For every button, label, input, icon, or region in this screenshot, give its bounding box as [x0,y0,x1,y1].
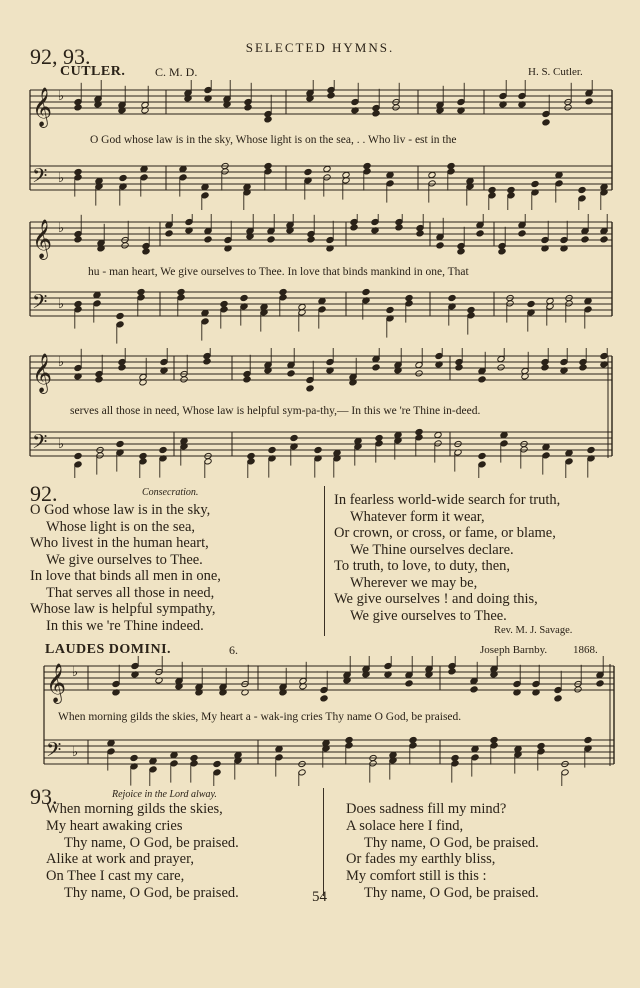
tune-year: 1868. [573,644,598,656]
note-head [596,680,604,687]
note-head [584,736,592,743]
hymn-92-number: 92. [30,481,58,506]
verse-line: On Thee I cast my care, [46,868,185,885]
note-head [478,452,486,459]
column-divider [324,486,325,636]
note-head [448,294,456,301]
column-divider [323,788,324,896]
note-head [600,236,608,243]
tune-composer: Joseph Barnby. [480,644,548,656]
verse-line: My heart awaking cries [46,817,183,834]
verse-line: We give ourselves to Thee. [46,551,203,568]
tune-name-cutler: CUTLER. [60,64,126,79]
note-head [428,171,436,178]
lyric-line-3: serves all those in need, Whose law is helpful sym-pa-thy,— In this we 're Thine in-deed. [70,405,481,417]
note-head [574,686,582,693]
note-head [244,104,252,111]
treble-staff [44,666,614,690]
note-group [107,736,592,786]
note-head [579,364,587,371]
note-head [500,431,508,438]
note-head [304,168,312,175]
note-head [471,745,479,752]
note-head [436,242,444,249]
note-group [74,214,608,255]
note-head [327,92,335,99]
note-head [203,358,211,365]
note-head [290,434,298,441]
note-group [74,428,595,478]
note-head [130,754,138,761]
bass-clef-icon: 𝄢 [46,738,62,766]
note-group [112,656,604,702]
tune-composer: H. S. Cutler. [528,66,583,78]
note-group [74,80,593,126]
note-head [581,236,589,243]
note-head [434,431,442,438]
note-head [554,695,562,702]
hymn-92-author: Rev. M. J. Savage. [494,625,573,636]
note-head [320,695,328,702]
note-head [448,668,456,675]
verse-line: Thy name, O God, be praised. [64,834,239,851]
verse-line: My comfort still is this : [346,868,487,885]
note-head [149,757,157,764]
note-head [180,376,188,383]
flat-icon: ♭ [58,296,65,311]
flat-icon: ♭ [72,664,79,679]
verse-line: We give ourselves ! and doing this, [334,591,538,607]
note-head [116,312,124,319]
note-head [497,364,505,371]
note-head [362,288,370,295]
note-head [372,364,380,371]
note-head [170,751,178,758]
tune-meter: C. M. D. [155,65,198,79]
treble-clef-icon: 𝄞 [32,219,53,259]
flat-icon: ♭ [58,436,65,451]
lyric-line-1: O God whose law is in the sky, Whose light is on the sea, . . Who liv - est in the [90,134,457,146]
note-head [470,686,478,693]
note-head [395,224,403,231]
note-head [275,745,283,752]
note-head [476,230,484,237]
note-head [307,236,315,243]
music-system-2 [0,214,640,344]
verse-line: O God whose law is in the sky, [30,502,211,518]
tune-meter: 6. [229,643,238,657]
note-head [564,104,572,111]
note-head [542,443,550,450]
note-group [74,162,608,210]
verse-line: Who livest in the human heart, [30,535,209,551]
note-head [201,309,209,316]
note-head [93,291,101,298]
note-head [204,236,212,243]
note-head [140,165,148,172]
hymn-92-right-stanza [334,492,560,624]
hymn-numbers: 92, 93. [30,44,91,69]
note-head [314,446,322,453]
note-head [118,364,126,371]
note-head [95,376,103,383]
note-head [179,165,187,172]
note-head [119,174,127,181]
note-head [542,119,550,126]
verse-line: Or fades my earthly bliss, [346,851,496,868]
verse-line: Alike at work and prayer, [46,851,194,868]
note-head [372,110,380,117]
treble-clef-icon: 𝄞 [32,87,53,127]
note-head [240,294,248,301]
note-head [455,364,463,371]
note-head [584,297,592,304]
note-head [531,180,539,187]
note-head [386,171,394,178]
flat-icon: ♭ [58,88,65,103]
verse-line: When morning gilds the skies, [46,801,223,817]
note-head [74,104,82,111]
note-head [318,297,326,304]
verse-line: Whose light is on the sea, [46,518,196,535]
hymn-93-right-stanza [346,801,539,902]
lyric-line-2: hu - man heart, We give ourselves to Thee. In love that binds mankind in one, That [88,266,469,278]
note-head [416,230,424,237]
verse-line: Thy name, O God, be praised. [64,884,239,901]
note-head [159,446,167,453]
verse-line: Whose law is helpful sympathy, [30,601,216,617]
note-head [585,98,593,105]
flat-icon: ♭ [58,354,65,369]
note-head [74,452,82,459]
bass-clef-icon: 𝄢 [32,164,48,192]
note-head [405,680,413,687]
flat-icon: ♭ [58,170,65,185]
verse-line: To truth, to love, to duty, then, [334,558,511,574]
note-head [541,364,549,371]
note-head [392,104,400,111]
treble-clef-icon: 𝄞 [46,663,67,703]
verse-line: We Thine ourselves declare. [350,541,514,558]
note-head [518,230,526,237]
note-head [121,242,129,249]
note-head [213,760,221,767]
system [30,214,612,344]
note-head [107,739,115,746]
note-head [74,236,82,243]
verse-line: Thy name, O God, be praised. [364,834,539,851]
page-number: 54 [312,889,327,905]
hymn-93-number: 93. [30,784,58,809]
hymn-92-caption: Consecration. [142,487,199,498]
note-head [201,183,209,190]
bass-clef-icon: 𝄢 [32,290,48,318]
note-head [287,370,295,377]
verse-line: We give ourselves to Thee. [350,607,507,624]
note-head [267,236,275,243]
note-head [306,385,314,392]
verse-line: That serves all those in need, [46,584,215,601]
tune-name-laudes-domini: LAUDES DOMINI. [45,642,172,657]
note-head [457,248,465,255]
hymn-93-left-stanza [46,801,239,902]
note-head [243,376,251,383]
note-head [142,248,150,255]
section-title: SELECTED HYMNS. [245,40,395,55]
note-head [415,370,423,377]
note-head [478,376,486,383]
flat-icon: ♭ [72,744,79,759]
note-head [555,171,563,178]
note-head [527,300,535,307]
note-head [578,186,586,193]
hymn-93-caption: Rejoice in the Lord alway. [112,789,217,800]
note-head [498,248,506,255]
verse-line: In this we 're Thine indeed. [46,617,204,634]
verse-line: Or crown, or cross, or fame, or blame, [334,525,556,541]
note-head [268,446,276,453]
verse-line: In fearless world-wide search for truth, [334,492,561,508]
note-head [386,306,394,313]
note-group [74,348,608,392]
note-head [323,165,331,172]
note-head [565,449,573,456]
verse-line: Thy name, O God, be praised. [364,884,539,901]
note-head [165,230,173,237]
note-head [350,224,358,231]
treble-clef-icon: 𝄞 [32,353,53,393]
lyric-line-4: When morning gilds the skies, My heart a - wak-ing cries Thy name O God, be praised. [58,711,462,723]
verse-line: Whatever form it wear, [350,508,485,525]
bass-staff [30,166,612,190]
note-head [116,440,124,447]
bass-clef-icon: 𝄢 [32,430,48,458]
hymn-92-left-stanza [30,502,221,634]
flat-icon: ♭ [58,220,65,235]
verse-line: A solace here I find, [346,817,464,834]
note-head [587,446,595,453]
note-head [264,116,272,123]
verse-line: Does sadness fill my mind? [346,801,507,817]
verse-line: In love that binds all men in one, [30,568,221,584]
verse-line: Wherever we may be, [350,574,478,591]
